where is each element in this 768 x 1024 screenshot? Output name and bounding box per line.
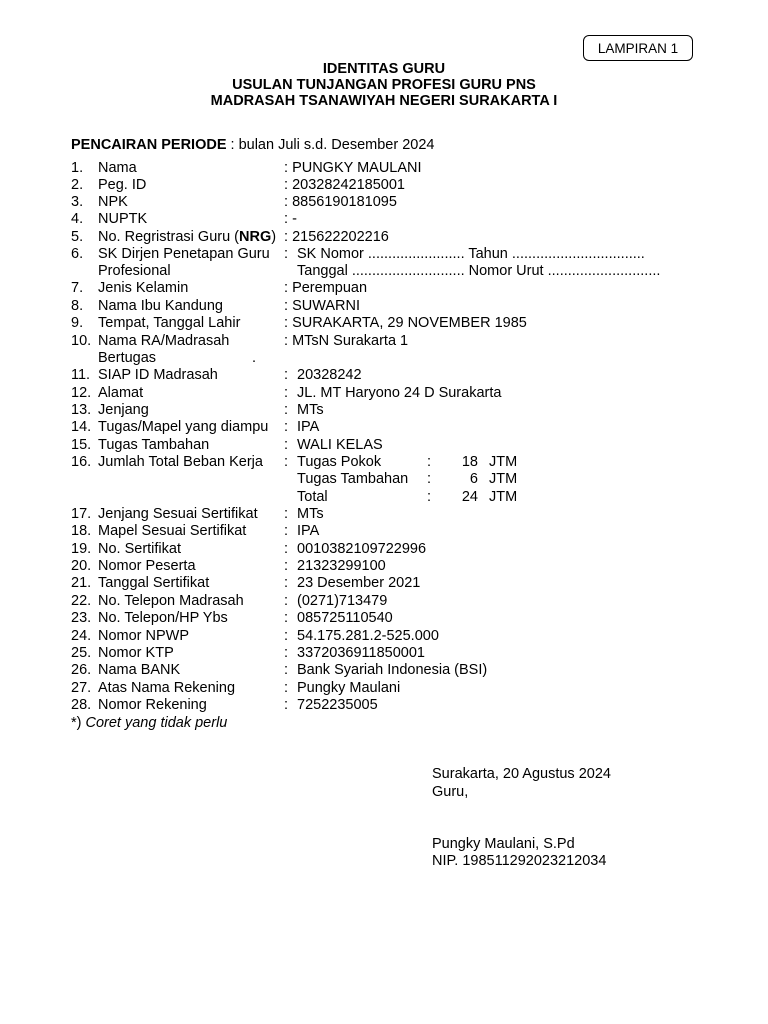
field-label: Jenjang: [98, 402, 149, 418]
title-line-1: IDENTITAS GURU: [322, 61, 446, 77]
field-label: Nama BANK: [98, 662, 181, 678]
workload-amount: 6: [469, 471, 478, 487]
lampiran-badge: LAMPIRAN 1: [583, 35, 693, 61]
field-separator: :: [284, 697, 289, 713]
field-value: : 8856190181095: [284, 194, 397, 210]
field-separator: :: [284, 437, 289, 453]
field-number: 9.: [71, 315, 84, 331]
field-number: 15.: [71, 437, 92, 453]
field-number: 21.: [71, 575, 92, 591]
workload-name: Total: [297, 489, 328, 505]
field-label: Mapel Sesuai Sertifikat: [98, 523, 247, 539]
field-value: MTs: [297, 402, 324, 418]
title-line-3: MADRASAH TSANAWIYAH NEGERI SURAKARTA I: [210, 93, 558, 109]
field-value: 0010382109722996: [297, 541, 427, 557]
field-value: : PUNGKY MAULANI: [284, 160, 422, 176]
field-value: : SURAKARTA, 29 NOVEMBER 1985: [284, 315, 527, 331]
field-value: : SUWARNI: [284, 298, 360, 314]
field-value: 54.175.281.2-525.000: [297, 628, 439, 644]
field-label-cont: Profesional: [98, 263, 171, 279]
signature-nip: NIP. 198511292023212034: [432, 853, 607, 869]
field-separator: :: [284, 454, 289, 470]
workload-colon: :: [427, 454, 432, 470]
field-number: 13.: [71, 402, 92, 418]
field-label: Tempat, Tanggal Lahir: [98, 315, 241, 331]
workload-name: Tugas Pokok: [297, 454, 382, 470]
workload-unit: JTM: [489, 489, 518, 505]
field-value: SK Nomor ........................ Tahun .................................: [297, 246, 645, 262]
field-value: 21323299100: [297, 558, 386, 574]
field-label: Jumlah Total Beban Kerja: [98, 454, 263, 470]
field-label: Nomor Peserta: [98, 558, 196, 574]
document-title: [0, 61, 768, 109]
field-label: Jenjang Sesuai Sertifikat: [98, 506, 258, 522]
field-value-cont: Tanggal ............................ Nomor Urut ............................: [297, 263, 661, 279]
field-label: Tanggal Sertifikat: [98, 575, 210, 591]
field-label: Nama Ibu Kandung: [98, 298, 223, 314]
field-value: : Perempuan: [284, 280, 368, 296]
field-number: 14.: [71, 419, 92, 435]
workload-unit: JTM: [489, 454, 518, 470]
field-value: IPA: [297, 523, 320, 539]
field-label: Peg. ID: [98, 177, 147, 193]
field-number: 2.: [71, 177, 84, 193]
field-number: 17.: [71, 506, 92, 522]
field-value: (0271)713479: [297, 593, 388, 609]
field-label: Nomor KTP: [98, 645, 174, 661]
periode-value: : bulan Juli s.d. Desember 2024: [226, 137, 435, 153]
workload-name: Tugas Tambahan: [297, 471, 409, 487]
field-label: Nama: [98, 160, 137, 176]
field-number: 7.: [71, 280, 84, 296]
footnote: *) Coret yang tidak perlu: [71, 715, 228, 731]
field-number: 16.: [71, 454, 92, 470]
field-separator: :: [284, 402, 289, 418]
field-number: 19.: [71, 541, 92, 557]
signature-name: Pungky Maulani, S.Pd: [432, 836, 575, 852]
field-value: MTs: [297, 506, 324, 522]
workload-colon: :: [427, 489, 432, 505]
field-value: : 215622202216: [284, 229, 389, 245]
field-label: Atas Nama Rekening: [98, 680, 236, 696]
field-number: 12.: [71, 385, 92, 401]
field-separator: :: [284, 385, 289, 401]
field-number: 18.: [71, 523, 92, 539]
field-label: Jenis Kelamin: [98, 280, 189, 296]
workload-colon: :: [427, 471, 432, 487]
field-value: 7252235005: [297, 697, 378, 713]
field-number: 28.: [71, 697, 92, 713]
field-value: 20328242: [297, 367, 362, 383]
field-number: 6.: [71, 246, 84, 262]
field-label: No. Telepon Madrasah: [98, 593, 244, 609]
field-label: NUPTK: [98, 211, 148, 227]
field-number: 8.: [71, 298, 84, 314]
field-separator: :: [284, 419, 289, 435]
field-value: 23 Desember 2021: [297, 575, 421, 591]
signature-place-date: Surakarta, 20 Agustus 2024: [432, 766, 611, 782]
field-number: 10.: [71, 333, 92, 349]
field-label: SK Dirjen Penetapan Guru: [98, 246, 270, 262]
workload-amount: 18: [461, 454, 478, 470]
field-number: 11.: [71, 367, 91, 383]
field-label-cont: Bertugas: [98, 350, 157, 366]
field-label: NPK: [98, 194, 128, 210]
field-label-dot: .: [252, 350, 257, 366]
field-value: WALI KELAS: [297, 437, 383, 453]
field-separator: :: [284, 523, 289, 539]
field-value: : -: [284, 211, 297, 227]
field-value: : 20328242185001: [284, 177, 405, 193]
field-separator: :: [284, 628, 289, 644]
field-number: 4.: [71, 211, 84, 227]
field-number: 1.: [71, 160, 84, 176]
field-label: SIAP ID Madrasah: [98, 367, 218, 383]
field-separator: :: [284, 575, 289, 591]
field-separator: :: [284, 558, 289, 574]
field-value: Pungky Maulani: [297, 680, 401, 696]
field-value: : MTsN Surakarta 1: [284, 333, 409, 349]
field-number: 24.: [71, 628, 92, 644]
field-number: 26.: [71, 662, 92, 678]
field-label: Alamat: [98, 385, 144, 401]
periode-line: [71, 137, 434, 153]
field-number: 5.: [71, 229, 84, 245]
field-number: 27.: [71, 680, 92, 696]
field-label: Nomor NPWP: [98, 628, 190, 644]
signature-role: Guru,: [432, 784, 469, 800]
field-number: 3.: [71, 194, 84, 210]
field-separator: :: [284, 662, 289, 678]
field-separator: :: [284, 610, 289, 626]
field-number: 22.: [71, 593, 92, 609]
workload-amount: 24: [461, 489, 478, 505]
workload-unit: JTM: [489, 471, 518, 487]
field-separator: :: [284, 541, 289, 557]
field-number: 25.: [71, 645, 92, 661]
field-label: No. Telepon/HP Ybs: [98, 610, 228, 626]
field-separator: :: [284, 246, 289, 262]
field-number: 20.: [71, 558, 92, 574]
field-value: JL. MT Haryono 24 D Surakarta: [297, 385, 502, 401]
field-label: Nama RA/Madrasah: [98, 333, 230, 349]
periode-label: PENCAIRAN PERIODE: [71, 137, 227, 153]
field-separator: :: [284, 645, 289, 661]
field-label: No. Regristrasi Guru (NRG): [98, 229, 277, 245]
field-separator: :: [284, 593, 289, 609]
field-label: Nomor Rekening: [98, 697, 207, 713]
field-value: 085725110540: [297, 610, 393, 626]
field-separator: :: [284, 680, 289, 696]
field-number: 23.: [71, 610, 92, 626]
field-label: No. Sertifikat: [98, 541, 181, 557]
field-value: Bank Syariah Indonesia (BSI): [297, 662, 488, 678]
field-label: Tugas/Mapel yang diampu: [98, 419, 269, 435]
field-label: Tugas Tambahan: [98, 437, 210, 453]
title-line-2: USULAN TUNJANGAN PROFESI GURU PNS: [232, 77, 536, 93]
field-separator: :: [284, 367, 289, 383]
field-value: 3372036911850001: [297, 645, 425, 661]
field-value: IPA: [297, 419, 320, 435]
field-separator: :: [284, 506, 289, 522]
